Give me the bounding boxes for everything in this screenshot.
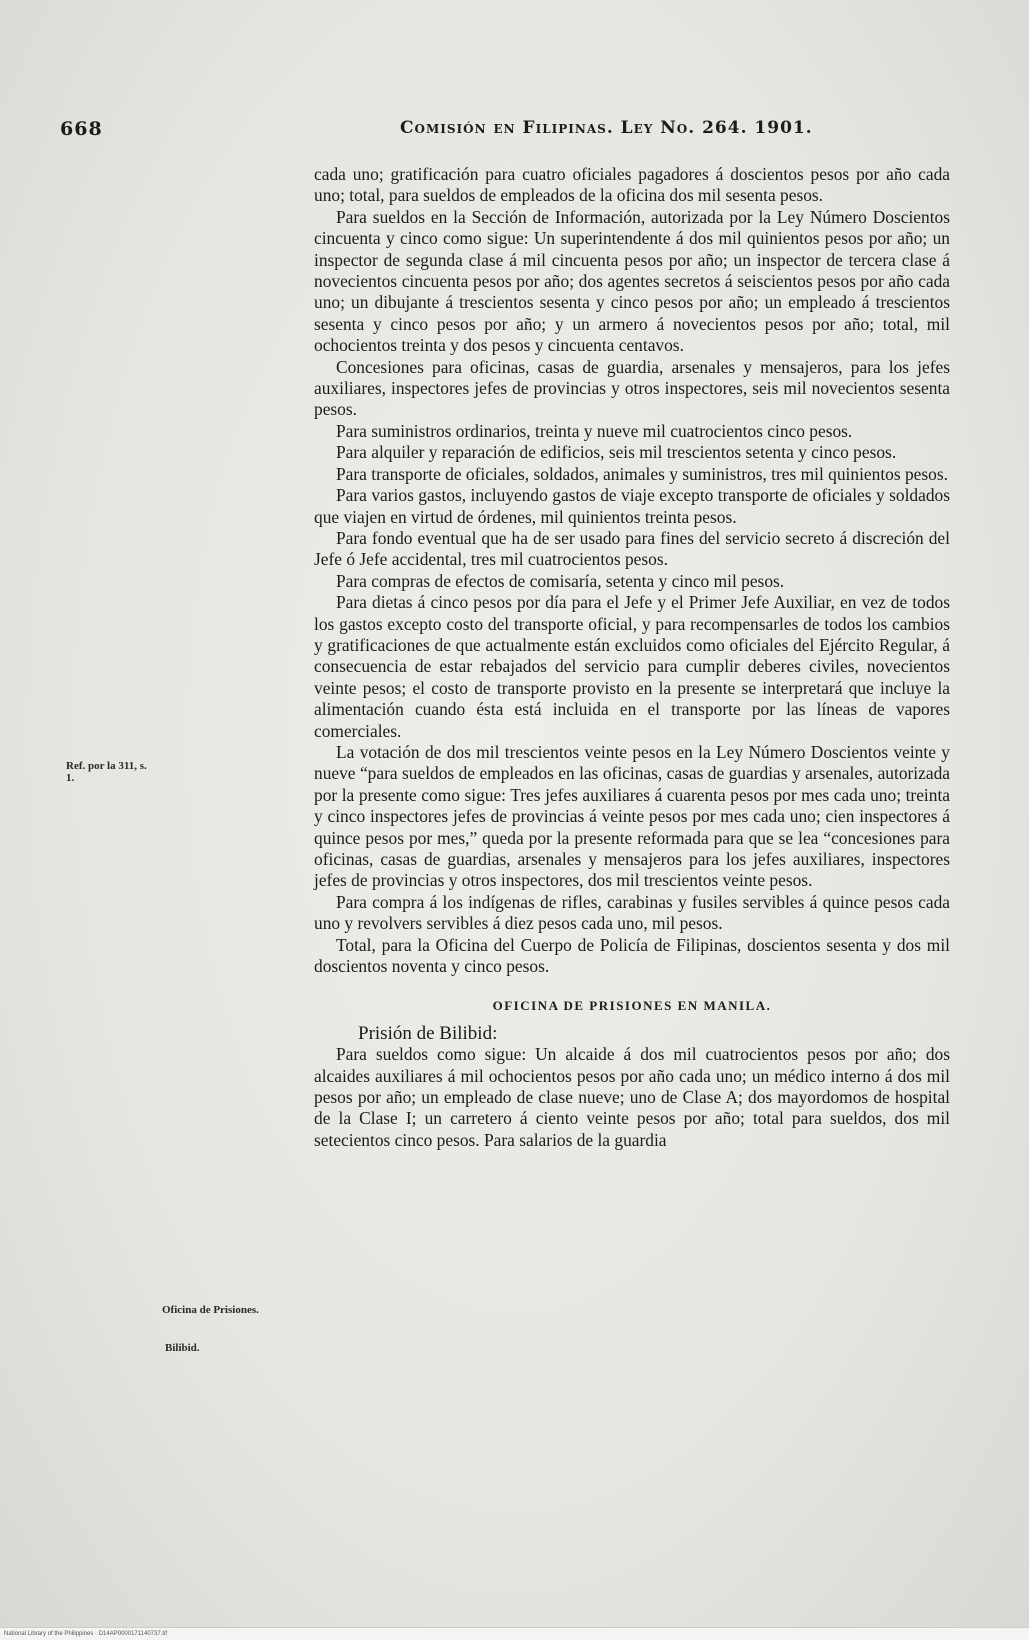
- paragraph: Para compras de efectos de comisaría, setenta y cinco mil pesos.: [336, 570, 785, 591]
- page-number: 668: [60, 118, 103, 140]
- paragraph: Para alquiler y reparación de edificios, seis mil trescientos setenta y cinco pesos.: [336, 442, 897, 463]
- paragraph: Concesiones para oficinas, casas de guardia, arsenales y mensajeros, para los jefes auxiliares, inspectores jefes de provincias y otros inspectores, seis mil novecientos sesenta pesos.: [314, 356, 950, 420]
- paragraph: Para suministros ordinarios, treinta y nueve mil cuatrocientos cinco pesos.: [336, 420, 853, 441]
- margin-note-bilibid: Bilibid.: [165, 1342, 200, 1354]
- paragraph: Para sueldos en la Sección de Información, autorizada por la Ley Número Doscientos cincuenta y cinco como sigue: Un superintendente á dos mil quinientos pesos por año; un inspector de segunda clase á mil cincuenta pesos por año; un inspector de tercera clase á novecientos cincuenta pesos por año; dos agentes secretos á seiscientos pesos por año cada uno; un dibujante á trescientos sesenta y cinco pesos por año; un empleado á trescientos sesenta y cinco pesos por año; y un armero á novecientos pesos por año; total, mil ochocientos treinta y dos pesos y cincuenta centavos.: [314, 206, 950, 356]
- running-head: Comisión en Filipinas. Ley No. 264. 1901.: [400, 118, 813, 138]
- subheading: Prisión de Bilibid:: [358, 1022, 498, 1044]
- section-heading: OFICINA DE PRISIONES EN MANILA.: [492, 998, 772, 1014]
- body-text: [314, 164, 950, 1151]
- paragraph: Para sueldos como sigue: Un alcaide á dos mil cuatrocientos pesos por año; dos alcaides auxiliares á mil ochocientos pesos por año cada uno; un médico interno á dos mil pesos por año; un empleado de clase nueve; uno de Clase A; dos mayordomos de hospital de la Clase I; un carretero á ciento veinte pesos por año; total para sueldos, dos mil setecientos cinco pesos. Para salarios de la guardia: [314, 1044, 950, 1150]
- paragraph: cada uno; gratificación para cuatro oficiales pagadores á doscientos pesos por año cada uno; total, para sueldos de empleados de la oficina dos mil sesenta pesos.: [314, 164, 950, 206]
- paragraph: Para dietas á cinco pesos por día para el Jefe y el Primer Jefe Auxiliar, en vez de todos los gastos excepto costo del transporte oficial, y para recompensarles de todos los cambios y gratificaciones de que actualmente están excluidos como oficiales del Ejército Regular, á consecuencia de estar rebajados del servicio para cumplir deberes civiles, novecientos veinte pesos; el costo de transporte provisto en la presente se interpretará que incluye la alimentación cuando ésta está incluida en el transporte por las líneas de vapores comerciales.: [314, 592, 950, 741]
- margin-note-oficina: Oficina de Prisiones.: [162, 1304, 259, 1316]
- margin-note-ref: Ref. por la 311, s. 1.: [66, 760, 147, 784]
- paragraph: Para compra á los indígenas de rifles, carabinas y fusiles servibles á quince pesos cada uno y revolvers servibles á diez pesos cada uno, mil pesos.: [314, 891, 950, 934]
- paragraph: Para varios gastos, incluyendo gastos de viaje excepto transporte de oficiales y soldados que viajen en virtud de órdenes, mil quinientos treinta pesos.: [314, 485, 950, 527]
- paragraph: Total, para la Oficina del Cuerpo de Policía de Filipinas, doscientos sesenta y dos mil doscientos noventa y cinco pesos.: [314, 934, 950, 977]
- paragraph: Para transporte de oficiales, soldados, animales y suministros, tres mil quinientos pesos.: [336, 463, 948, 484]
- paragraph: Para fondo eventual que ha de ser usado para fines del servicio secreto á discreción del Jefe ó Jefe accidental, tres mil cuatrocientos pesos.: [314, 527, 950, 570]
- scan-footer: National Library of the Philippines · D14AP0000171140737.tif: [0, 1627, 1029, 1640]
- paragraph: La votación de dos mil trescientos veinte pesos en la Ley Número Doscientos veinte y nueve “para sueldos de empleados en las oficinas, casas de guardias y arsenales, autorizada por la presente como sigue: Tres jefes auxiliares á cuarenta pesos por mes cada uno; treinta y cinco inspectores jefes de provincias á veinte pesos por mes cada uno; cien inspectores á quince pesos por mes,” queda por la presente reformada para que se lea “concesiones para oficinas, casas de guardias, arsenales y mensajeros para los jefes auxiliares, inspectores jefes de provincias y otros inspectores, dos mil trescientos veinte pesos.: [314, 741, 950, 891]
